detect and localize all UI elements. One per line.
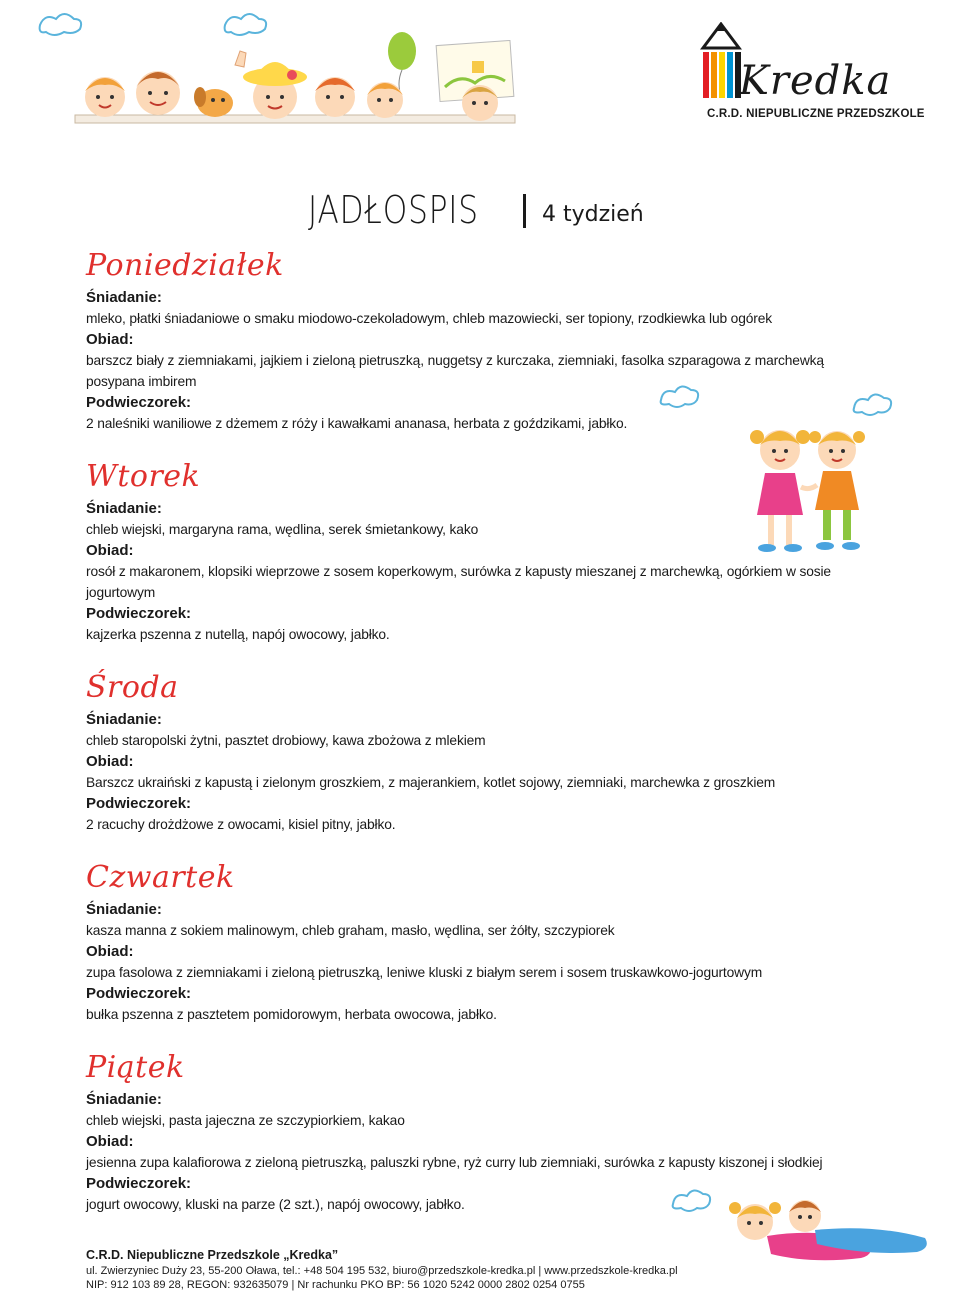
kredka-logo	[695, 22, 925, 126]
child-face-icon	[136, 71, 180, 115]
footer-bank-info: NIP: 912 103 89 28, REGON: 932635079 | Nr rachunku PKO BP: 56 1020 5242 0000 2802 0254 0755	[86, 1279, 585, 1291]
breakfast-label: Śniadanie:	[86, 500, 162, 517]
snack-text: 2 naleśniki waniliowe z dżemem z róży i kawałkami ananasa, herbata z goździkami, jabłko.	[86, 416, 628, 431]
lunch-label: Obiad:	[86, 1133, 134, 1150]
snack-text: bułka pszenna z pasztetem pomidorowym, herbata owocowa, jabłko.	[86, 1007, 497, 1022]
breakfast-label: Śniadanie:	[86, 289, 162, 306]
day-heading: Wtorek	[86, 459, 201, 494]
kids-banner-illustration	[30, 5, 550, 135]
girl-orange-dress-icon	[809, 431, 865, 550]
day-heading: Czwartek	[86, 860, 235, 895]
cloud-icon	[40, 14, 82, 35]
lying-kids-illustration	[655, 1180, 945, 1270]
waving-hand-icon	[235, 51, 246, 67]
snack-label: Podwieczorek:	[86, 394, 192, 411]
logo-wordmark: Kredka	[739, 58, 892, 104]
lunch-label: Obiad:	[86, 753, 134, 770]
puppy-icon	[194, 87, 233, 117]
lunch-label: Obiad:	[86, 331, 134, 348]
cloud-icon	[673, 1190, 710, 1211]
lunch-text: barszcz biały z ziemniakami, jajkiem i zieloną pietruszką, nuggetsy z kurczaka, ziemniaki, fasolka szparagowa z marchewką posypana imbirem	[86, 353, 824, 389]
title-text: JADŁOSPIS	[308, 188, 479, 232]
day-heading: Środa	[86, 670, 179, 705]
child-with-hat-icon	[243, 62, 307, 119]
breakfast-text: chleb wiejski, pasta jajeczna ze szczypiorkiem, kakao	[86, 1113, 405, 1128]
girl-pink-dress-icon	[750, 430, 810, 552]
lunch-label: Obiad:	[86, 943, 134, 960]
two-girls-illustration	[735, 415, 885, 565]
breakfast-label: Śniadanie:	[86, 1091, 162, 1108]
cloud-icon	[848, 388, 894, 418]
breakfast-label: Śniadanie:	[86, 711, 162, 728]
child-face-icon	[462, 85, 498, 121]
snack-label: Podwieczorek:	[86, 1175, 192, 1192]
title-divider	[523, 194, 526, 228]
weekly-menu	[86, 245, 886, 1215]
day-thursday	[86, 857, 886, 1025]
day-wednesday	[86, 667, 886, 835]
logo-subtitle: C.R.D. NIEPUBLICZNE PRZEDSZKOLE	[707, 108, 925, 120]
snack-label: Podwieczorek:	[86, 795, 192, 812]
snack-label: Podwieczorek:	[86, 985, 192, 1002]
footer	[86, 1247, 678, 1292]
footer-address: ul. Zwierzyniec Duży 23, 55-200 Oława, tel.: +48 504 195 532, biuro@przedszkole-kredka.pl | www.przedszkole-kredka.pl	[86, 1265, 678, 1277]
snack-text: 2 racuchy drożdżowe z owocami, kisiel pitny, jabłko.	[86, 817, 396, 832]
breakfast-text: chleb staropolski żytni, pasztet drobiowy, kawa zbożowa z mlekiem	[86, 733, 486, 748]
lunch-text: rosół z makaronem, klopsiki wieprzowe z sosem koperkowym, surówka z kapusty mieszanej z marchewką, ogórkiem w sosie jogurtowym	[86, 564, 831, 600]
week-label: 4 tydzień	[542, 202, 644, 227]
page-title	[308, 188, 644, 232]
snack-text: kajzerka pszenna z nutellą, napój owocowy, jabłko.	[86, 627, 390, 642]
lunch-text: Barszcz ukraiński z kapustą i zielonym groszkiem, z majerankiem, kotlet sojowy, ziemniaki, marchewka z groszkiem	[86, 775, 776, 790]
snack-label: Podwieczorek:	[86, 605, 192, 622]
lunch-label: Obiad:	[86, 542, 134, 559]
child-face-icon	[315, 77, 355, 117]
lunch-text: zupa fasolowa z ziemniakami i zieloną pietruszką, leniwe kluski z białym serem i sosem truskawkowo-jogurtowym	[86, 965, 763, 980]
lunch-text: jesienna zupa kalafiorowa z zieloną pietruszką, paluszki rybne, ryż curry lub ziemniaki, surówka z kapusty kiszonej i słodkiej	[86, 1155, 823, 1170]
child-face-icon	[85, 77, 125, 117]
cloud-icon	[655, 380, 701, 410]
breakfast-text: kasza manna z sokiem malinowym, chleb graham, masło, wędlina, ser żółty, szczypiorek	[86, 923, 615, 938]
breakfast-text: chleb wiejski, margaryna rama, wędlina, serek śmietankowy, kako	[86, 522, 479, 537]
cloud-icon	[225, 14, 267, 35]
footer-name: C.R.D. Niepubliczne Przedszkole „Kredka”	[86, 1248, 339, 1262]
snack-text: jogurt owocowy, kluski na parze (2 szt.), napój owocowy, jabłko.	[86, 1197, 465, 1212]
breakfast-text: mleko, płatki śniadaniowe o smaku miodowo-czekoladowym, chleb mazowiecki, ser topiony, rzodkiewka lub ogórek	[86, 311, 772, 326]
child-face-icon	[367, 82, 403, 118]
breakfast-label: Śniadanie:	[86, 901, 162, 918]
day-monday	[86, 245, 886, 434]
day-heading: Poniedziałek	[86, 248, 284, 283]
day-heading: Piątek	[86, 1050, 185, 1085]
